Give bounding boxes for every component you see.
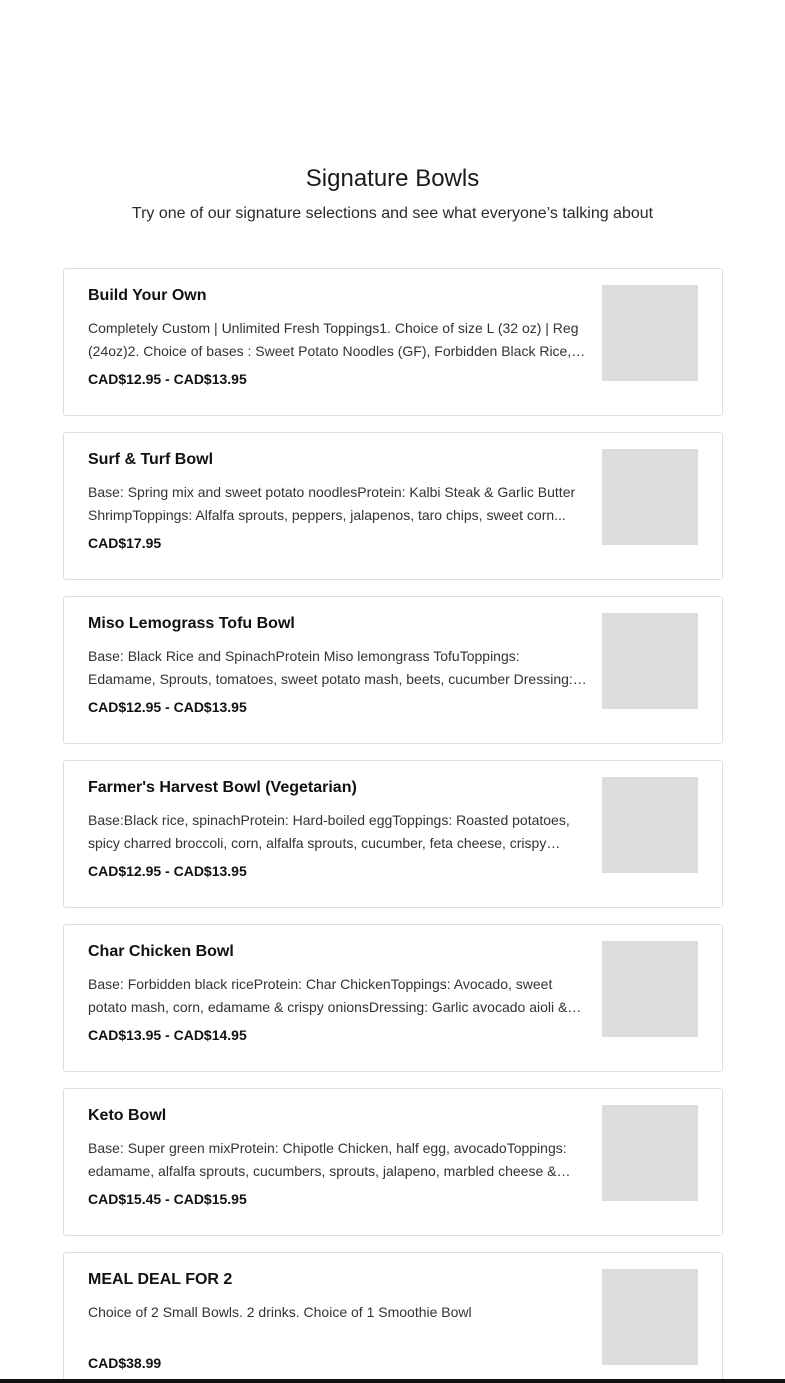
menu-item-text <box>88 285 588 389</box>
menu-item-name: MEAL DEAL FOR 2 <box>88 1271 233 1288</box>
menu-item-card-miso-lemongrass-tofu-bowl[interactable] <box>63 596 723 744</box>
menu-item-name: Char Chicken Bowl <box>88 943 234 960</box>
menu-item-description: Choice of 2 Small Bowls. 2 drinks. Choice of 1 Smoothie Bowl <box>88 1304 472 1320</box>
menu-item-image-placeholder <box>602 1269 698 1365</box>
menu-item-image-placeholder <box>602 449 698 545</box>
menu-item-card-meal-deal-for-2[interactable] <box>63 1252 723 1383</box>
menu-item-card-keto-bowl[interactable] <box>63 1088 723 1236</box>
menu-item-name: Miso Lemograss Tofu Bowl <box>88 615 295 632</box>
menu-item-description: Base: Super green mixProtein: Chipotle Chicken, half egg, avocadoToppings: edamame, alfalfa sprouts, cucumbers, sprouts, jalapeno, marbled cheese & <box>88 1140 567 1179</box>
menu-item-card-build-your-own[interactable] <box>63 268 723 416</box>
menu-item-price: CAD$38.99 <box>88 1355 162 1371</box>
menu-item-price: CAD$17.95 <box>88 535 162 551</box>
menu-item-text <box>88 1105 588 1209</box>
menu-item-card-char-chicken-bowl[interactable] <box>63 924 723 1072</box>
menu-item-price: CAD$12.95 - CAD$13.95 <box>88 371 247 387</box>
menu-item-list <box>63 268 723 1383</box>
menu-item-name: Farmer's Harvest Bowl (Vegetarian) <box>88 779 357 796</box>
menu-item-image-placeholder <box>602 941 698 1037</box>
section-header <box>0 160 785 224</box>
menu-item-card-surf-turf-bowl[interactable] <box>63 432 723 580</box>
menu-item-description: Completely Custom | Unlimited Fresh Toppings1. Choice of size L (32 oz) | Reg (24oz)2. Choice of bases : Sweet Potato Noodles (GF), Forbidden Black Rice, <box>88 320 579 359</box>
menu-item-name: Surf & Turf Bowl <box>88 451 214 468</box>
menu-item-description: Base: Spring mix and sweet potato noodlesProtein: Kalbi Steak & Garlic Butter ShrimpToppings: Alfalfa sprouts, peppers, jalapenos, taro chips, sweet corn... <box>88 484 576 523</box>
menu-item-card-farmers-harvest-bowl[interactable] <box>63 760 723 908</box>
menu-item-image-placeholder <box>602 1105 698 1201</box>
menu-item-description: Base:Black rice, spinachProtein: Hard-boiled eggToppings: Roasted potatoes, spicy charred broccoli, corn, alfalfa sprouts, cucumber, feta cheese, crispy <box>88 812 570 851</box>
bottom-bar <box>0 1379 785 1383</box>
section-subtitle: Try one of our signature selections and see what everyone’s talking about <box>131 205 654 222</box>
menu-item-text <box>88 777 588 881</box>
menu-item-text <box>88 449 588 553</box>
menu-item-text <box>88 1269 588 1373</box>
section-title: Signature Bowls <box>305 165 480 192</box>
menu-item-price: CAD$15.45 - CAD$15.95 <box>88 1191 247 1207</box>
menu-item-name: Keto Bowl <box>88 1107 167 1124</box>
menu-item-description: Base: Forbidden black riceProtein: Char ChickenToppings: Avocado, sweet potato mash, corn, edamame & crispy onionsDressing: Garlic avocado aioli & <box>88 976 568 1015</box>
menu-item-image-placeholder <box>602 613 698 709</box>
menu-item-price: CAD$13.95 - CAD$14.95 <box>88 1027 247 1043</box>
menu-item-text <box>88 613 588 717</box>
menu-item-description: Base: Black Rice and SpinachProtein Miso lemongrass TofuToppings: Edamame, Sprouts, tomatoes, sweet potato mash, beets, cucumber Dressing: <box>88 648 573 687</box>
menu-item-image-placeholder <box>602 777 698 873</box>
menu-item-text <box>88 941 588 1045</box>
menu-item-price: CAD$12.95 - CAD$13.95 <box>88 699 247 715</box>
menu-item-image-placeholder <box>602 285 698 381</box>
menu-item-price: CAD$12.95 - CAD$13.95 <box>88 863 247 879</box>
menu-item-name: Build Your Own <box>88 287 207 304</box>
